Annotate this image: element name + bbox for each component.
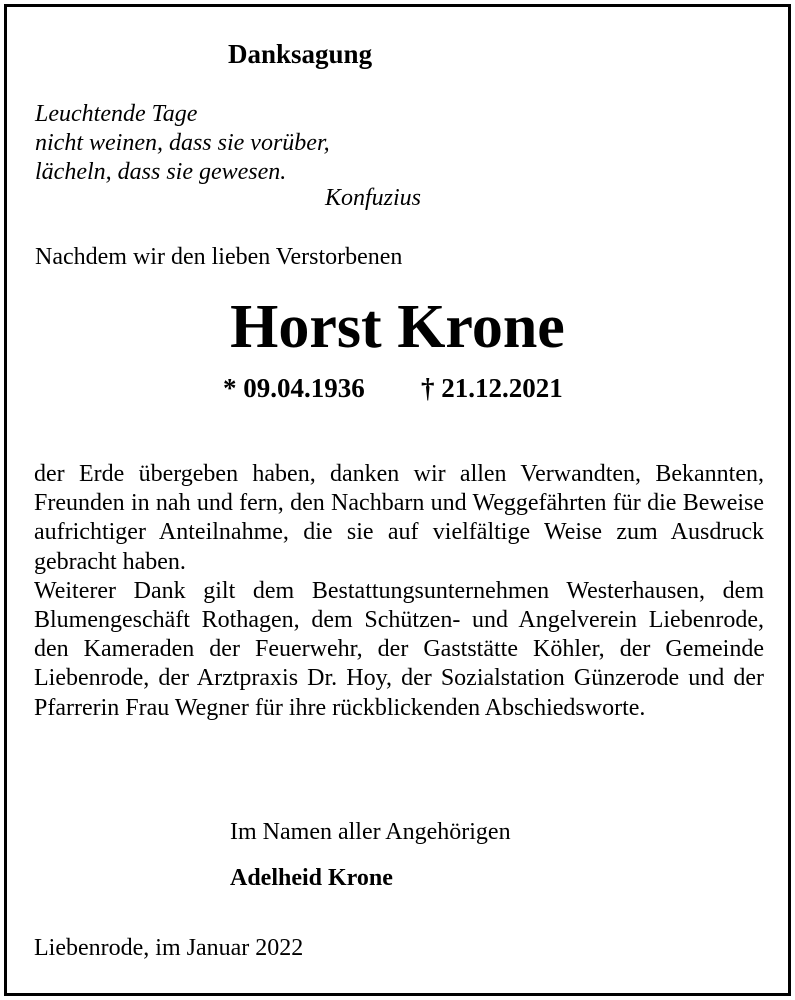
signoff-text: Im Namen aller Angehörigen [230,819,511,845]
place-date: Liebenrode, im Januar 2022 [34,935,304,961]
intro-text: Nachdem wir den lieben Verstorbenen [35,244,403,270]
quote-author: Konfuzius [325,185,422,211]
thanks-body [34,460,764,723]
birth-date: * 09.04.1936 [223,373,365,403]
deceased-name: Horst Krone [230,293,565,361]
notice-heading: Danksagung [228,39,373,69]
death-date: † 21.12.2021 [421,373,563,403]
quote-line: nicht weinen, dass sie vorüber, [35,130,330,156]
quote-block [35,100,330,187]
body-paragraph: Weiterer Dank gilt dem Bestattungsunternehmen Westerhausen, dem Blumengeschäft Rothagen, dem Schützen- und Angelverein Liebenrode, den Kameraden der Feuerwehr, der Gaststätte Köhler, der Gemeinde Liebenrode, der Arztpraxis Dr. Hoy, der Sozialstation Günzerode und der Pfarrerin Frau Wegner für ihre rückblickenden Abschiedsworte. [34,577,764,721]
signer-name: Adelheid Krone [230,865,393,891]
body-paragraph: der Erde übergeben haben, danken wir allen Verwandten, Bekannten, Freunden in nah und fern, den Nachbarn und Weggefährten für die Beweise aufrichtiger Anteilnahme, die sie auf vielfältige Weise zum Ausdruck gebracht haben. [34,461,764,575]
quote-line: lächeln, dass sie gewesen. [35,159,287,185]
quote-line: Leuchtende Tage [35,101,198,127]
